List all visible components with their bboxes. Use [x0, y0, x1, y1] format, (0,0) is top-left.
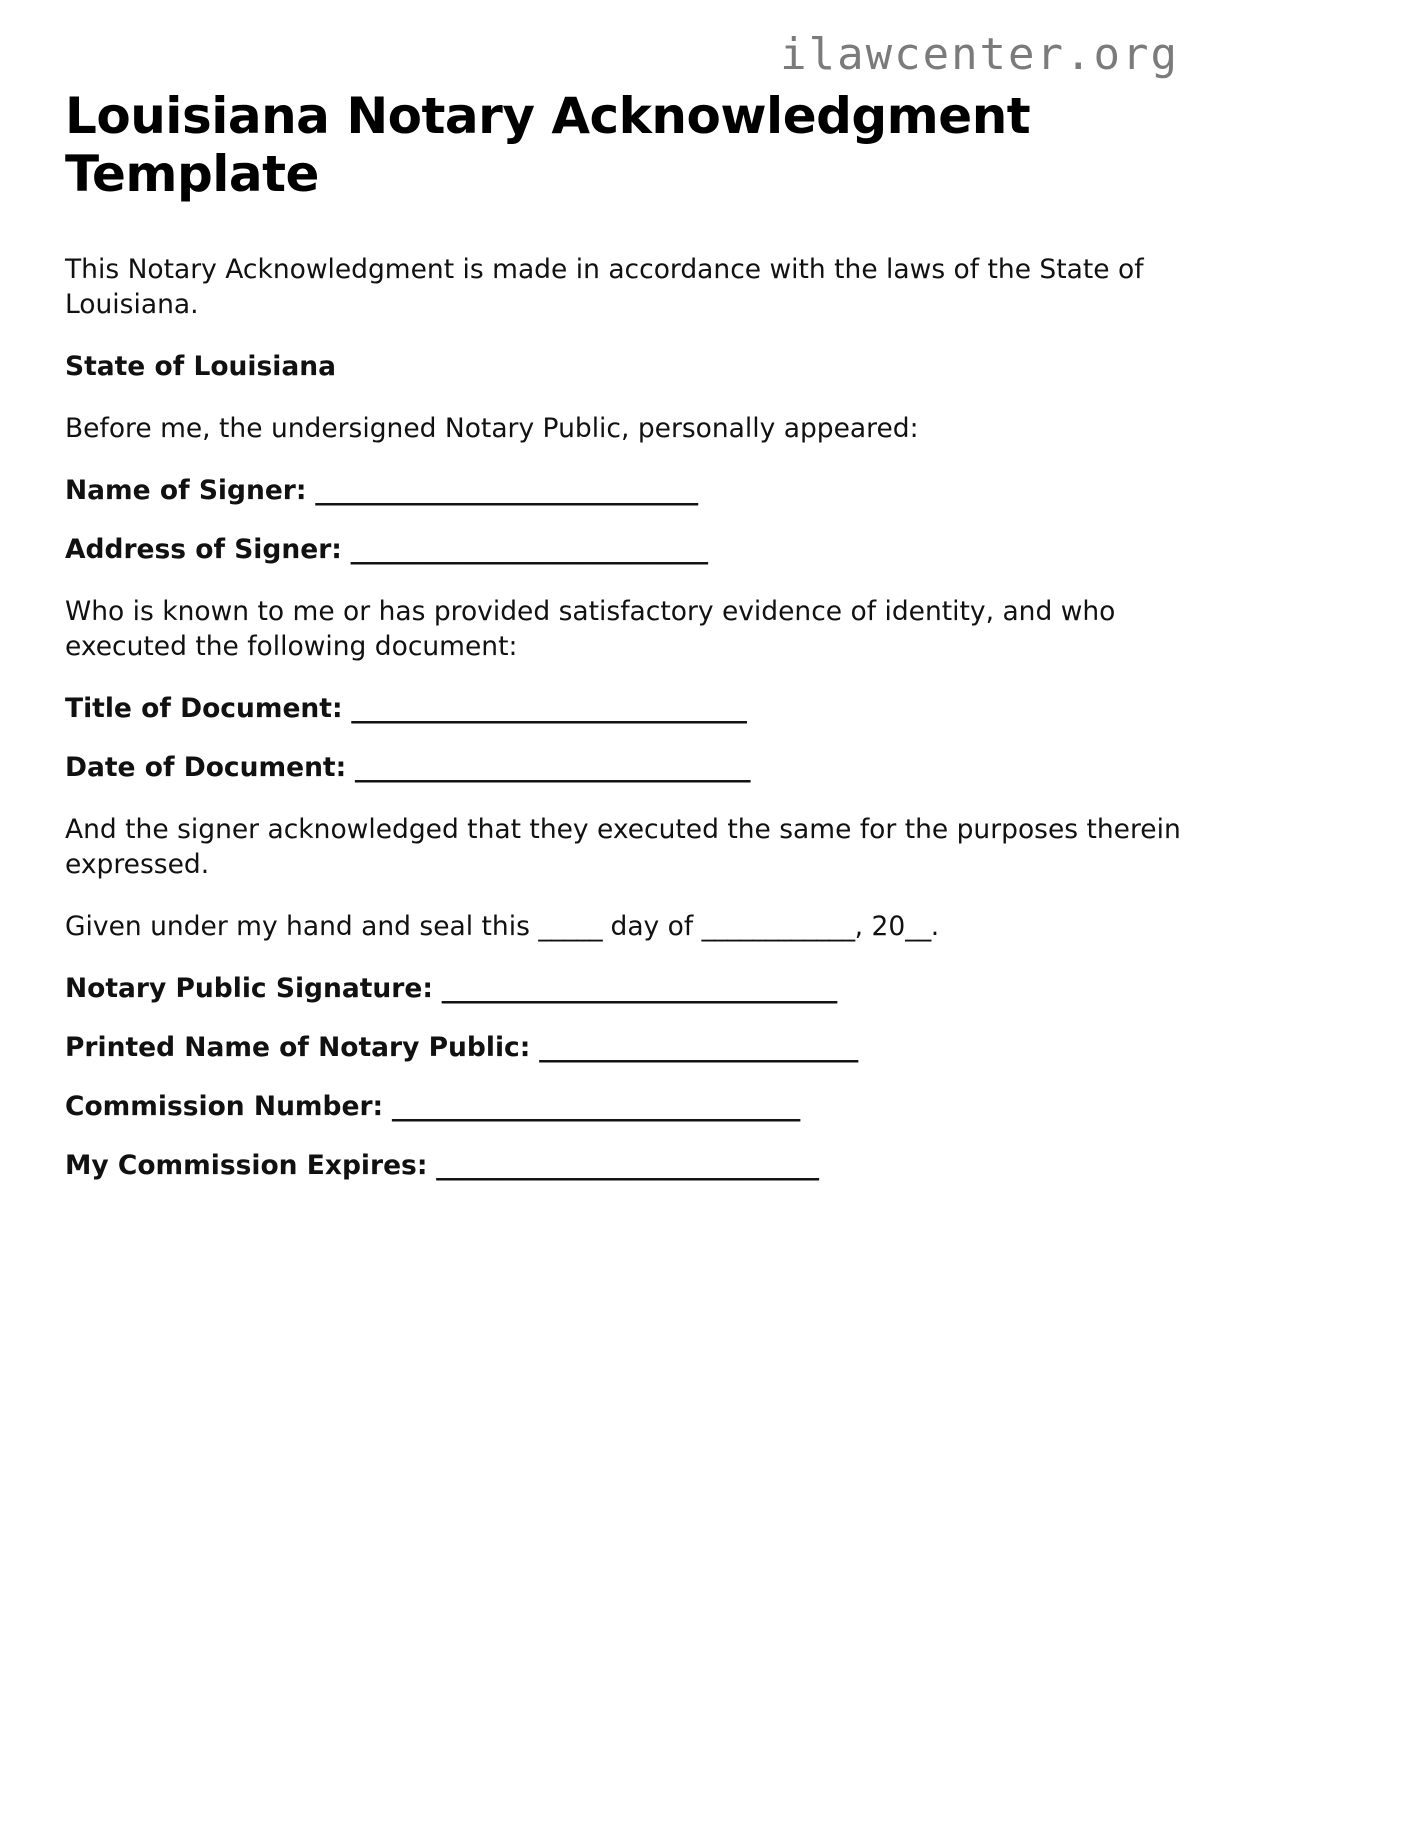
- spacer: [65, 509, 1190, 533]
- field-printed-name-of-notary: [65, 1031, 1190, 1066]
- state-heading: State of Louisiana: [65, 350, 336, 382]
- field-title-of-document: [65, 692, 1190, 727]
- given-under-text-part3: , 20: [854, 910, 906, 942]
- document-body: [65, 88, 1190, 1183]
- field-label-commission-expires: My Commission Expires:: [65, 1149, 428, 1181]
- field-address-of-signer: [65, 533, 1190, 568]
- field-blank-notary-signature[interactable]: _______________________________: [432, 972, 837, 1004]
- field-blank-commission-expires[interactable]: ______________________________: [427, 1149, 819, 1181]
- field-label-title-of-document: Title of Document:: [65, 692, 343, 724]
- spacer: [65, 568, 1190, 595]
- before-me-paragraph: Before me, the undersigned Notary Public, personally appeared:: [65, 412, 919, 444]
- field-label-name-of-signer: Name of Signer:: [65, 474, 307, 506]
- given-under-text-part4: .: [930, 910, 940, 942]
- field-notary-signature: [65, 972, 1190, 1007]
- spacer: [65, 447, 1190, 474]
- given-under-blank-year[interactable]: __: [905, 910, 931, 942]
- spacer: [65, 1125, 1190, 1149]
- spacer: [65, 1007, 1190, 1031]
- spacer: [65, 945, 1190, 972]
- field-commission-number: [65, 1090, 1190, 1125]
- spacer: [65, 786, 1190, 813]
- field-label-printed-name-of-notary: Printed Name of Notary Public:: [65, 1031, 531, 1063]
- spacer: [65, 727, 1190, 751]
- field-label-notary-signature: Notary Public Signature:: [65, 972, 433, 1004]
- field-label-commission-number: Commission Number:: [65, 1090, 384, 1122]
- spacer: [65, 883, 1190, 910]
- known-to-me-paragraph: Who is known to me or has provided satisfactory evidence of identity, and who executed the following document:: [65, 595, 1116, 662]
- field-blank-name-of-signer[interactable]: ______________________________: [306, 474, 698, 506]
- spacer: [65, 203, 1190, 253]
- spacer: [65, 385, 1190, 412]
- given-under-text-part1: Given under my hand and seal this: [65, 910, 539, 942]
- acknowledged-paragraph: And the signer acknowledged that they executed the same for the purposes therein expressed.: [65, 813, 1181, 880]
- given-under-hand-paragraph: [65, 910, 1190, 945]
- field-name-of-signer: [65, 474, 1190, 509]
- given-under-blank-month[interactable]: ____________: [701, 910, 855, 942]
- field-blank-commission-number[interactable]: ________________________________: [383, 1090, 800, 1122]
- spacer: [65, 1066, 1190, 1090]
- field-blank-address-of-signer[interactable]: ____________________________: [341, 533, 708, 565]
- field-date-of-document: [65, 751, 1190, 786]
- field-commission-expires: [65, 1149, 1190, 1184]
- field-blank-printed-name-of-notary[interactable]: _________________________: [530, 1031, 858, 1063]
- given-under-text-part2: day of: [602, 910, 702, 942]
- intro-paragraph: This Notary Acknowledgment is made in accordance with the laws of the State of Louisiana.: [65, 254, 1144, 320]
- field-label-date-of-document: Date of Document:: [65, 751, 347, 783]
- page-title: Louisiana Notary Acknowledgment Template: [65, 87, 1031, 203]
- field-blank-title-of-document[interactable]: _______________________________: [342, 692, 747, 724]
- given-under-blank-day[interactable]: _____: [538, 910, 603, 942]
- site-watermark: ilawcenter.org: [780, 29, 1179, 80]
- field-blank-date-of-document[interactable]: _______________________________: [346, 751, 751, 783]
- spacer: [65, 665, 1190, 692]
- field-label-address-of-signer: Address of Signer:: [65, 533, 342, 565]
- spacer: [65, 323, 1190, 350]
